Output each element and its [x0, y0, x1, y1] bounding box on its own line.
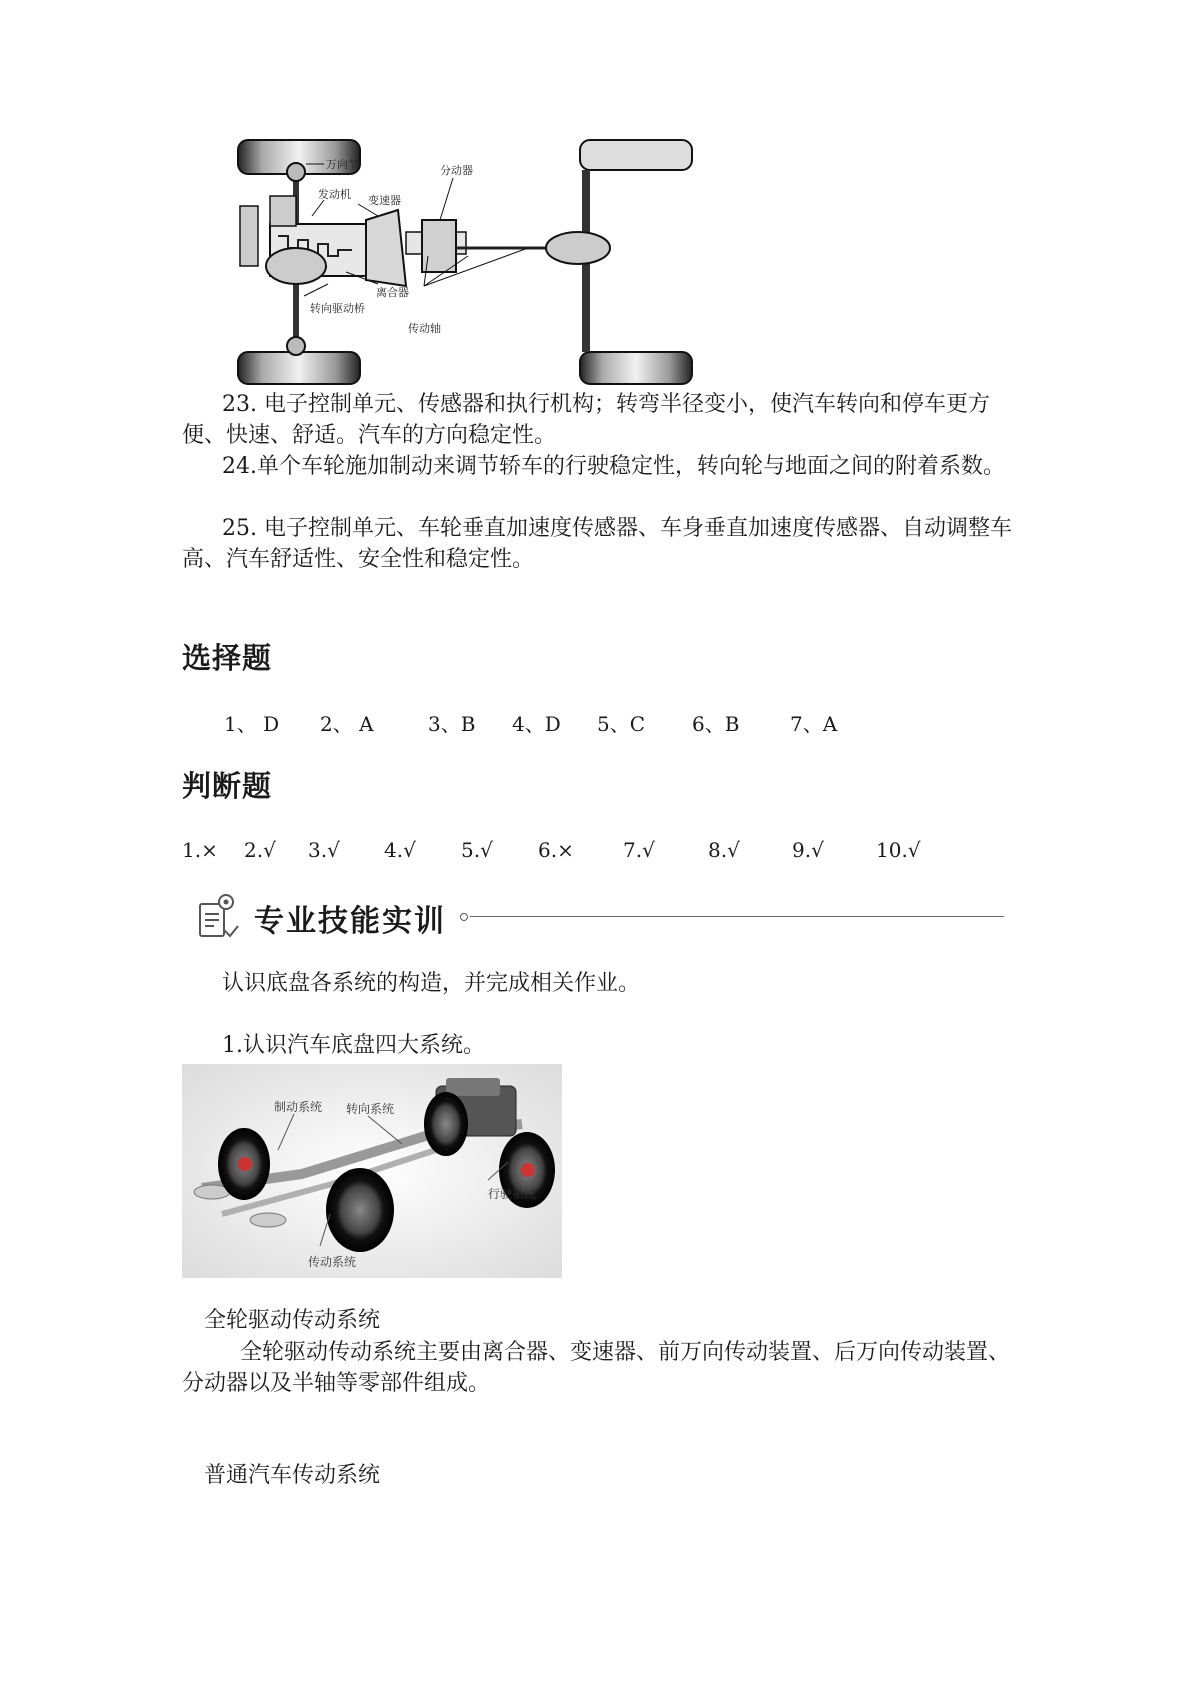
choice-item: 5、C	[597, 712, 646, 736]
rear-left-wheel	[580, 140, 692, 170]
skills-section-header	[194, 888, 1004, 944]
choice-item: 6、B	[692, 712, 740, 736]
answer-25: 25. 电子控制单元、车轮垂直加速度传感器、车身垂直加速度传感器、自动调整车高、汽车舒适性、安全性和稳定性。	[182, 516, 1012, 572]
choice-item: 2、 A	[320, 712, 374, 736]
choice-heading: 选择题	[182, 641, 273, 675]
front-differential	[266, 248, 326, 284]
awd-heading: 全轮驱动传动系统	[204, 1308, 381, 1333]
label-brake-system: 制动系统	[274, 1100, 323, 1114]
chassis-systems-photo	[182, 1064, 562, 1278]
judge-item: 4.√	[384, 838, 416, 862]
judge-item: 2.√	[244, 838, 276, 862]
document-gear-icon	[194, 890, 242, 942]
label-transfer-case: 分动器	[440, 164, 473, 177]
skills-task-1: 1.认识汽车底盘四大系统。	[222, 1033, 485, 1058]
rear-right-wheel	[580, 352, 692, 384]
front-wheel-left	[424, 1092, 468, 1156]
judge-item: 6.×	[538, 838, 574, 862]
awd-layout-diagram	[228, 136, 708, 386]
choice-item: 1、 D	[224, 712, 280, 736]
normal-heading: 普通汽车传动系统	[204, 1463, 381, 1488]
label-steering-system: 转向系统	[346, 1102, 395, 1116]
label-universal-joint: 万向节	[326, 158, 359, 171]
front-right-wheel	[238, 352, 360, 384]
answer-23: 23. 电子控制单元、传感器和执行机构；转弯半径变小，使汽车转向和停车更方便、快速、舒适。汽车的方向稳定性。	[182, 392, 990, 448]
label-steer-drive-axle: 转向驱动桥	[310, 302, 365, 315]
rear-differential	[546, 232, 610, 264]
judge-item: 1.×	[182, 838, 218, 862]
judge-item: 5.√	[461, 838, 493, 862]
label-transmission: 变速器	[368, 194, 401, 207]
label-engine: 发动机	[318, 188, 351, 201]
choice-item: 7、A	[790, 712, 838, 736]
judge-answers	[0, 838, 1191, 866]
judge-item: 7.√	[623, 838, 655, 862]
title-rule-dot	[460, 913, 468, 921]
skills-section-title: 专业技能实训	[254, 904, 446, 939]
judge-heading: 判断题	[182, 769, 273, 803]
awd-body: 全轮驱动传动系统主要由离合器、变速器、前万向传动装置、后万向传动装置、分动器以及半轴等零部件组成。	[182, 1340, 1011, 1396]
label-running-system: 行驶系统	[488, 1187, 537, 1201]
choice-item: 4、D	[512, 712, 561, 736]
label-clutch: 离合器	[376, 286, 409, 299]
rear-wheel-right	[326, 1168, 394, 1252]
judge-item: 8.√	[708, 838, 740, 862]
judge-item: 3.√	[308, 838, 340, 862]
answer-24: 24.单个车轮施加制动来调节轿车的行驶稳定性，转向轮与地面之间的附着系数。	[222, 454, 1005, 479]
skills-intro: 认识底盘各系统的构造，并完成相关作业。	[222, 971, 641, 996]
title-rule	[470, 916, 1004, 917]
transmission	[366, 210, 406, 286]
label-drive-shaft: 传动轴	[408, 322, 441, 335]
label-drivetrain-system: 传动系统	[308, 1255, 357, 1269]
choice-item: 3、B	[428, 712, 476, 736]
choice-answers	[0, 708, 1191, 736]
judge-item: 10.√	[876, 838, 921, 862]
judge-item: 9.√	[792, 838, 824, 862]
